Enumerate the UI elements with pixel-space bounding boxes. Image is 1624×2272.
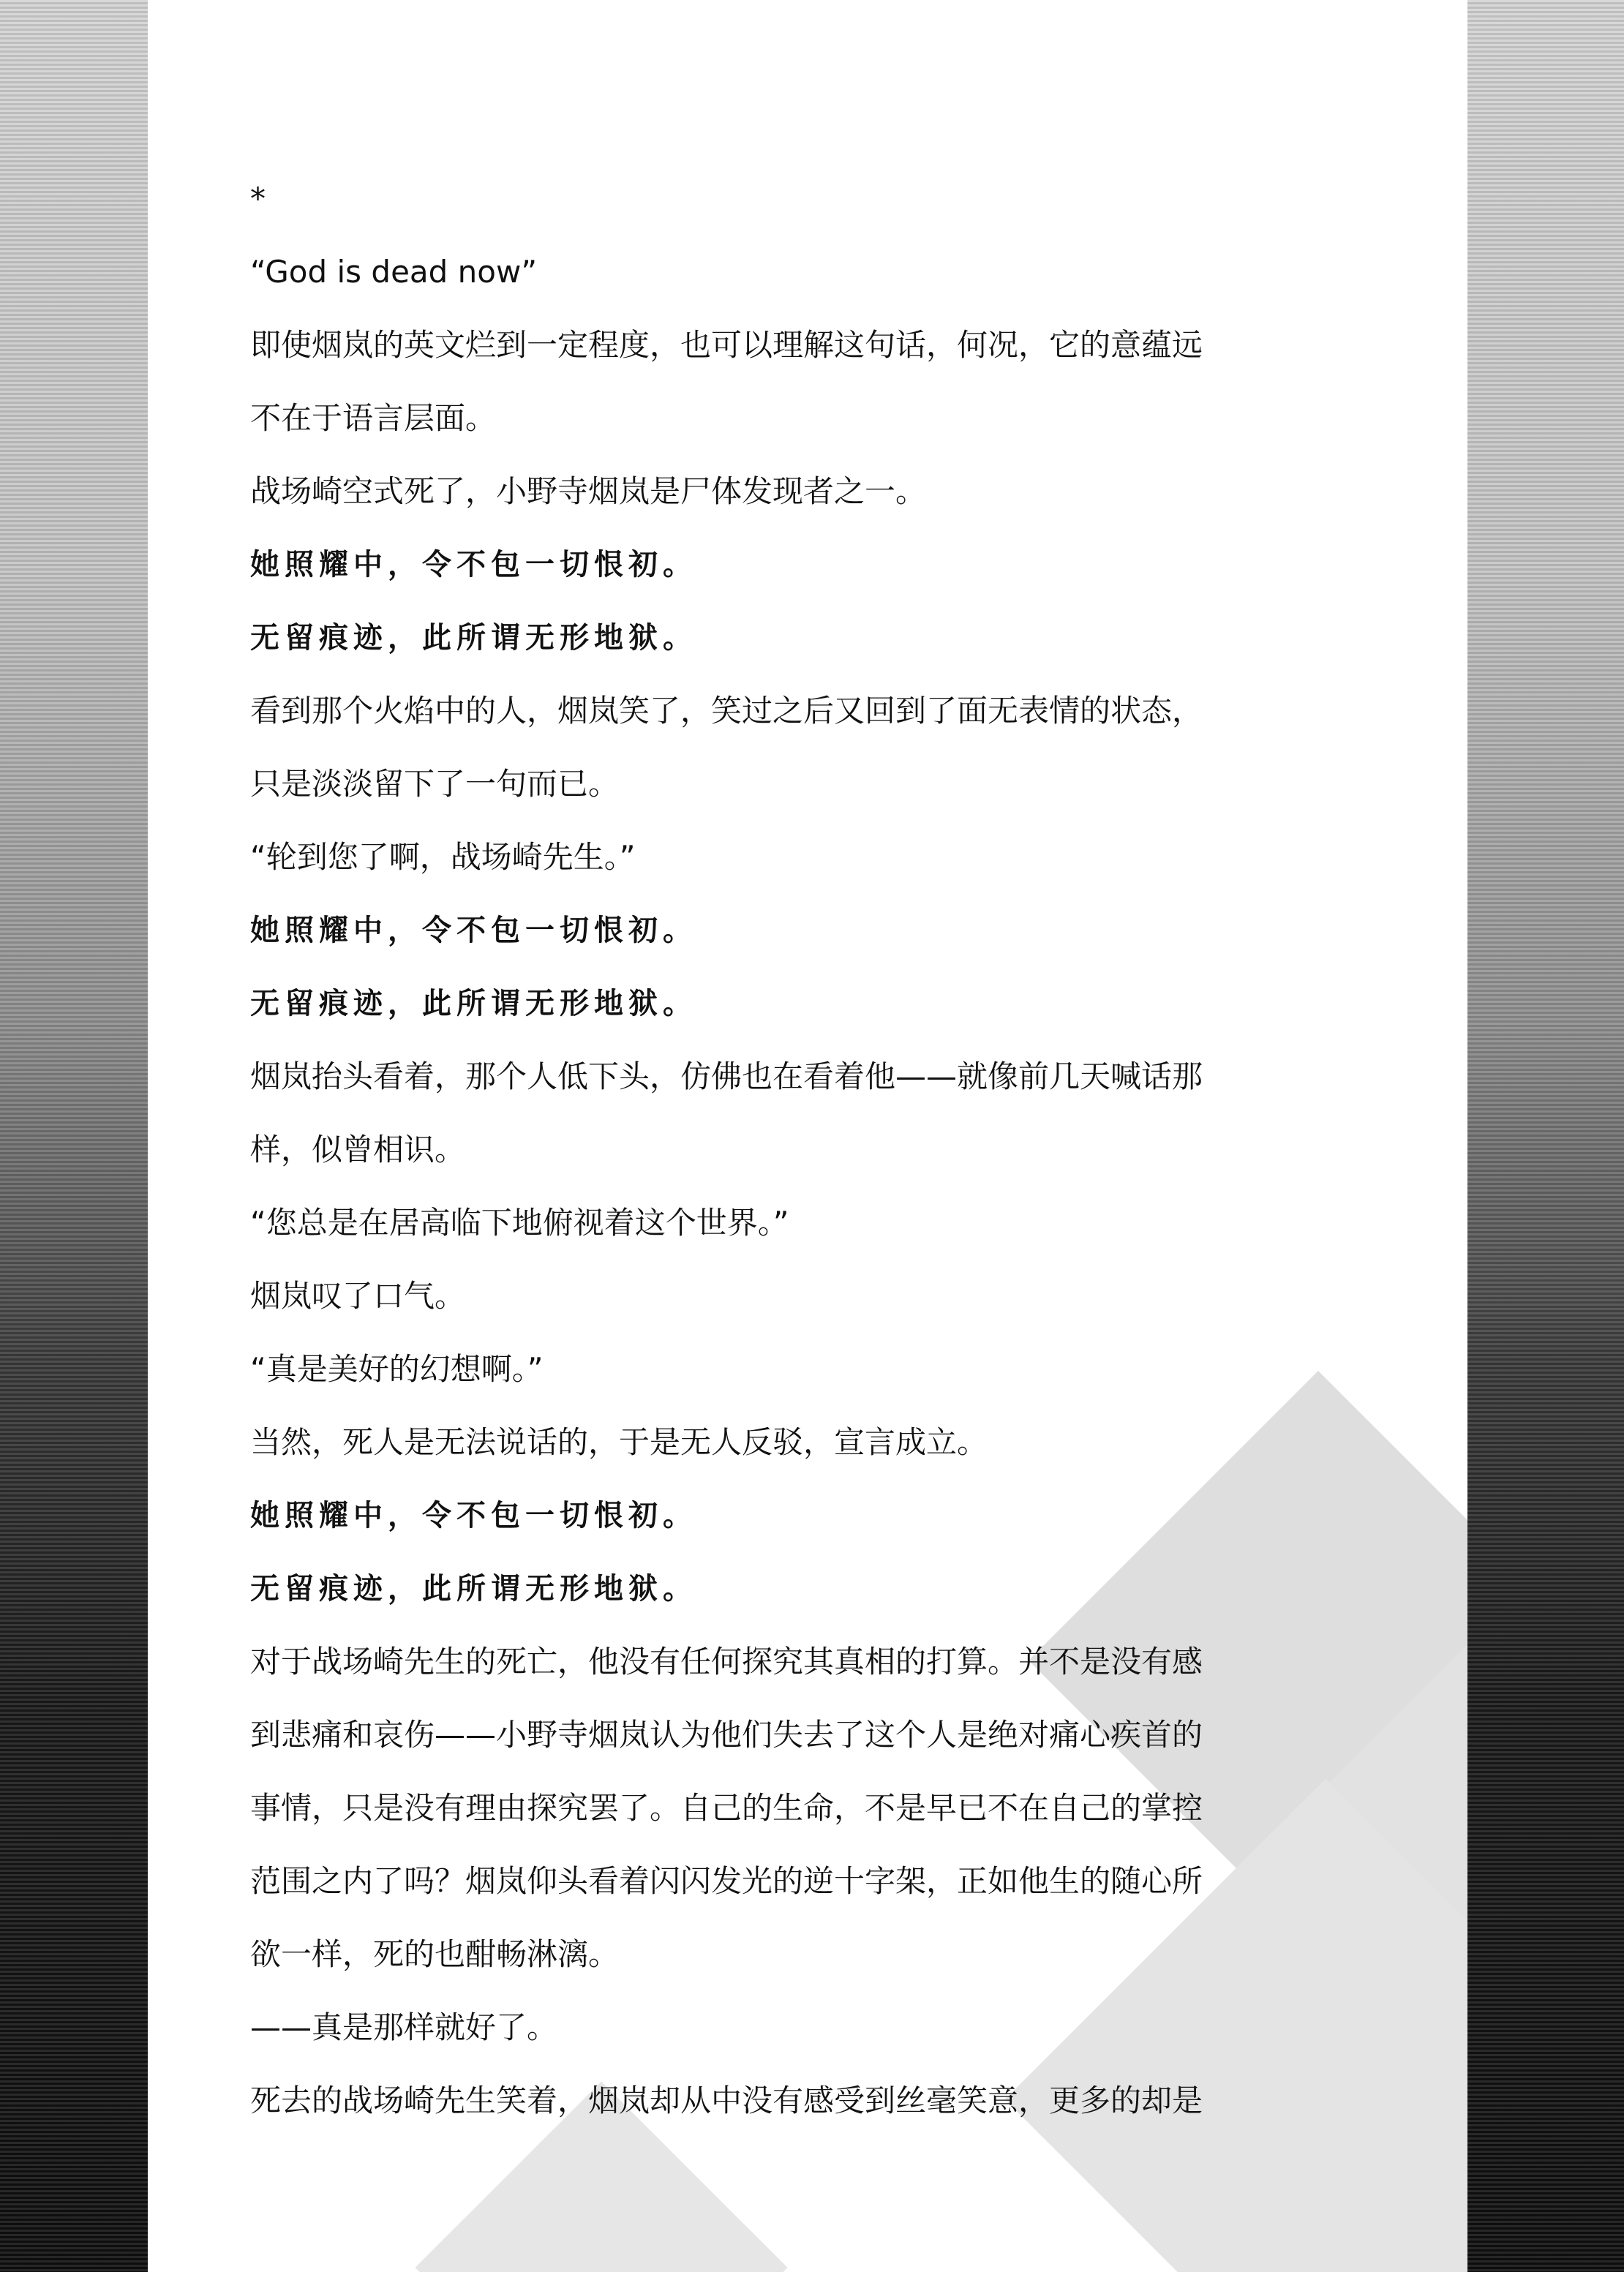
seal-script-line: 无留痕迹，此所谓无形地狱。 (250, 987, 697, 1020)
text-line: 只是淡淡留下了一句而已。 (250, 766, 620, 802)
text-line: 事情，只是没有理由探究罢了。自己的生命，不是早已不在自己的掌控 (250, 1790, 1203, 1826)
text-line: 烟岚叹了口气。 (250, 1278, 466, 1314)
seal-script-line: 她照耀中，令不包一切恨初。 (250, 914, 697, 947)
text-line: 到悲痛和哀伤——小野寺烟岚认为他们失去了这个人是绝对痛心疾首的 (250, 1717, 1203, 1753)
text-line: ——真是那样就好了。 (250, 2009, 558, 2045)
text-line: 即使烟岚的英文烂到一定程度，也可以理解这句话，何况，它的意蕴远 (250, 327, 1203, 363)
text-line: 死去的战场崎先生笑着，烟岚却从中没有感受到丝毫笑意，更多的却是 (250, 2083, 1203, 2118)
text-line: “您总是在居高临下地俯视着这个世界。” (250, 1205, 789, 1241)
seal-script-line: 她照耀中，令不包一切恨初。 (250, 548, 697, 582)
text-line: 烟岚抬头看着，那个人低下头，仿佛也在看着他——就像前几天喊话那 (250, 1058, 1203, 1094)
text-line: 欲一样，死的也酣畅淋漓。 (250, 1936, 620, 1972)
text-line: “轮到您了啊，战场崎先生。” (250, 839, 636, 875)
text-line: “真是美好的幻想啊。” (250, 1351, 544, 1387)
seal-script-line: 无留痕迹，此所谓无形地狱。 (250, 621, 697, 655)
seal-script-line: 无留痕迹，此所谓无形地狱。 (250, 1572, 697, 1606)
text-line: 范围之内了吗？烟岚仰头看着闪闪发光的逆十字架，正如他生的随心所 (250, 1863, 1203, 1899)
text-line: 战场崎空式死了，小野寺烟岚是尸体发现者之一。 (250, 473, 927, 509)
scene-break-mark: * (250, 181, 266, 217)
text-line: 看到那个火焰中的人，烟岚笑了，笑过之后又回到了面无表情的状态， (250, 693, 1203, 729)
text-line: 不在于语言层面。 (250, 400, 497, 436)
text-line: 对于战场崎先生的死亡，他没有任何探究其真相的打算。并不是没有感 (250, 1644, 1203, 1679)
text-line: “God is dead now” (250, 254, 538, 290)
page-text (250, 162, 1421, 2137)
text-line: 当然，死人是无法说话的，于是无人反驳，宣言成立。 (250, 1424, 988, 1460)
text-line: 样，似曾相识。 (250, 1132, 466, 1167)
seal-script-line: 她照耀中，令不包一切恨初。 (250, 1499, 697, 1532)
